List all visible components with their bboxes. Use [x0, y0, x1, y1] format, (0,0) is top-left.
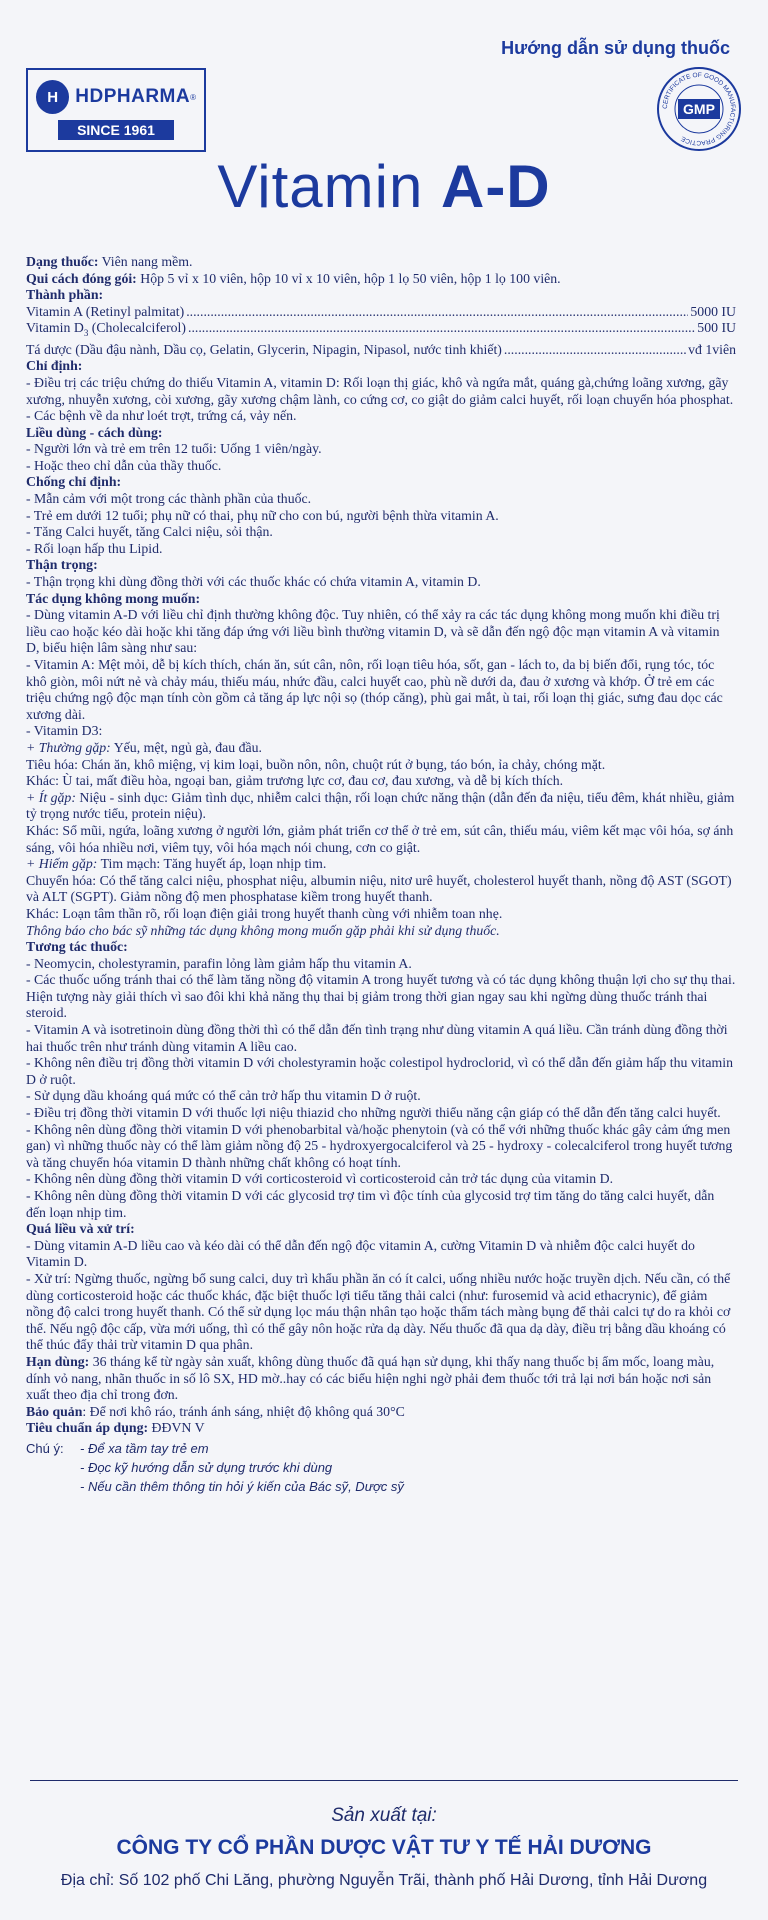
gmp-seal-icon	[656, 66, 742, 152]
logo-since: SINCE 1961	[58, 120, 174, 140]
interaction-line: - Không nên dùng đồng thời vitamin D với các glycosid trợ tim vì độc tính của glycosid trợ tim tăng do tăng calci huyết, dẫn đến loạn nhịp tim.	[26, 1188, 715, 1220]
adverse-line: Tiêu hóa: Chán ăn, khô miệng, vị kim loại, buồn nôn, nôn, chuột rút ở bụng, táo bón, ỉa chảy, chóng mặt.	[26, 756, 606, 772]
overdose-heading: Quá liều và xử trí:	[26, 1221, 135, 1237]
adverse-notice: Thông báo cho bác sỹ những tác dụng không mong muốn gặp phải khi sử dụng thuốc.	[26, 922, 500, 938]
dosage-line: - Người lớn và trẻ em trên 12 tuổi: Uống 1 viên/ngày.	[26, 441, 322, 457]
notes-label: Chú ý:	[26, 1440, 64, 1456]
footer-divider	[30, 1780, 738, 1781]
note-item: - Để xa tầm tay trẻ em	[80, 1440, 209, 1456]
adverse-line: - Vitamin A: Mệt mỏi, dễ bị kích thích, chán ăn, sút cân, nôn, rối loạn tiêu hóa, sốt, gan - lách to, da bị biến đổi, rụng tóc, tóc khô giòn, môi nứt nẻ và chảy máu, thiếu máu, nhức đầu, calci huyết cao, phù nề dưới da, đau ở xương và khớp. Ở trẻ em các triệu chứng ngộ độc mạn tính còn gồm cả tăng áp lực nội sọ (thóp căng), phù gai mắt, ù tai, rối loạn thị giác, sưng đau dọc các xương dài.	[26, 657, 723, 722]
shelf-life: Hạn dùng: 36 tháng kể từ ngày sản xuất, không dùng thuốc đã quá hạn sử dụng, khi thấy nang thuốc bị ẩm mốc, loang màu, dính vỏ nang, nhãn thuốc in số lô SX, HD mờ..hay có các biểu hiện nghi ngờ phải đem thuốc tới trả lại nơi bán hoặc nơi sản xuất theo địa chỉ trong đơn.	[26, 1353, 715, 1403]
interaction-line: - Vitamin A và isotretinoin dùng đồng thời thì có thể dẫn đến tình trạng như dùng vitamin A quá liều. Cần tránh dùng đồng thời hai thuốc trên như tránh dùng vitamin A liều cao.	[26, 1022, 728, 1054]
gmp-label: GMP	[683, 101, 715, 117]
interaction-line: - Neomycin, cholestyramin, parafin lỏng làm giảm hấp thu vitamin A.	[26, 955, 412, 971]
dosage-form: Dạng thuốc: Viên nang mềm.	[26, 254, 193, 269]
note-item: - Nếu cần thêm thông tin hỏi ý kiến của Bác sỹ, Dược sỹ	[80, 1478, 404, 1494]
interaction-line: - Không nên dùng đồng thời vitamin D với corticosteroid vì corticosteroid cản trở tác dụng của vitamin D.	[26, 1171, 614, 1187]
adverse-line: Khác: Loạn tâm thần rõ, rối loạn điện giải trong huyết thanh cùng với nhiễm toan nhẹ.	[26, 905, 503, 921]
adverse-common: + Thường gặp: Yếu, mệt, ngủ gà, đau đầu.	[26, 739, 262, 755]
adverse-uncommon: + Ít gặp: Niệu - sinh dục: Giảm tình dục, nhiễm calci thận, rối loạn chức năng thận (dẫn đến đa niệu, tiểu đêm, khát nhiều, giảm tỷ trọng nước tiểu, protein niệu).	[26, 789, 735, 822]
indication-line: - Điều trị các triệu chứng do thiếu Vitamin A, vitamin D: Rối loạn thị giác, khô và ngứa mắt, quáng gà,chứng loãng xương, gãy xương, nhuyễn xương, còi xương, gãy xương chậm lành, co cứng cơ, co giật do giảm calci huyết, rối loạn chuyển hóa phosphat.	[26, 374, 734, 407]
interactions-heading: Tương tác thuốc:	[26, 939, 128, 955]
gmp-ring-text: CERTIFICATE OF GOOD MANUFACTURING PRACTICE	[661, 71, 737, 147]
adverse-line: Khác: Sổ mũi, ngứa, loãng xương ở người lớn, giảm phát triển cơ thể ở trẻ em, sút cân, thiếu máu, viêm kết mạc vôi hóa, sợ ánh sáng, vôi hóa nhiều nơi, viêm tụy, vôi hóa mạch nói chung, cơn co giật.	[26, 822, 734, 855]
interaction-line: - Sử dụng dầu khoáng quá mức có thể cản trở hấp thu vitamin D ở ruột.	[26, 1088, 421, 1104]
registered-mark: ®	[190, 92, 196, 102]
storage: Bảo quản: Để nơi khô ráo, tránh ánh sáng, nhiệt độ không quá 30°C	[26, 1403, 405, 1419]
interaction-line: - Không nên điều trị đồng thời vitamin D với cholestyramin hoặc colestipol hydroclorid, vì có thể dẫn đến giảm hấp thu vitamin D ở ruột.	[26, 1055, 733, 1087]
adverse-line: - Vitamin D3:	[26, 723, 103, 739]
adverse-rare: + Hiếm gặp: Tim mạch: Tăng huyết áp, loạn nhịp tim.	[26, 856, 327, 872]
company-name: CÔNG TY CỔ PHẦN DƯỢC VẬT TƯ Y TẾ HẢI DƯƠNG	[116, 1836, 652, 1859]
standard: Tiêu chuẩn áp dụng: ĐĐVN V	[26, 1420, 205, 1436]
contraindication-line: - Trẻ em dưới 12 tuổi; phụ nữ có thai, phụ nữ cho con bú, người bệnh thừa vitamin A.	[26, 507, 499, 523]
ingredient-row: Vitamin A (Retinyl palmitat) ..... 5000 IU	[26, 304, 736, 321]
ingredient-row: Tá dược (Dầu đậu nành, Dầu cọ, Gelatin, Glycerin, Nipagin, Nipasol, nước tinh khiết) ..... vđ 1viên	[26, 342, 736, 359]
ingredient-row: Vitamin $D_3$ (Cholecalciferol) ..... 500 IU	[26, 320, 736, 341]
product-title	[0, 152, 768, 221]
adverse-heading: Tác dụng không mong muốn:	[26, 590, 201, 606]
header-tag: Hướng dẫn sử dụng thuốc	[501, 38, 730, 58]
adverse-line: - Dùng vitamin A-D với liều chỉ định thường không độc. Tuy nhiên, có thể xảy ra các tác dụng không mong muốn khi điều trị liều cao hoặc kéo dài hoặc khi tăng đáp ứng với liều bình thường vitamin D, và sẽ dẫn đến ngộ độc mạn vitamin A và vitamin D, biểu hiện lâm sàng như sau:	[26, 607, 720, 656]
packaging: Qui cách đóng gói: Hộp 5 vỉ x 10 viên, hộp 10 vỉ x 10 viên, hộp 1 lọ 50 viên, hộp 1 lọ 100 viên.	[26, 270, 561, 286]
made-at: Sản xuất tại:	[331, 1805, 437, 1826]
contraindication-line: - Rối loạn hấp thu Lipid.	[26, 540, 163, 556]
composition-heading: Thành phần:	[26, 287, 104, 303]
adverse-line: Khác: Ù tai, mất điều hòa, ngoại ban, giảm trương lực cơ, đau cơ, đau xương, và dễ bị kích thích.	[26, 773, 564, 789]
contraindications-heading: Chống chỉ định:	[26, 474, 122, 490]
overdose-line: - Xử trí: Ngừng thuốc, ngừng bổ sung calci, duy trì khẩu phần ăn có ít calci, uống nhiều nước hoặc truyền dịch. Nếu cần, có thể dùng corticosteroid hoặc các thuốc khác, đặc biệt thuốc lợi tiểu tăng thải calci (như: furosemid và acid ethacrynic), để giảm nồng độ calci trong huyết thanh. Có thể sử dụng lọc máu thận nhân tạo hoặc thẩm tách màng bụng để thải calci tự do ra khỏi cơ thể. Nếu ngộ độc cấp, vừa mới uống, thì có thể gây nôn hoặc rửa dạ dày. Nếu thuốc đã qua dạ dày, điều trị bằng dầu khoáng có thể thúc đẩy thải trừ vitamin D qua phân.	[26, 1270, 731, 1353]
contraindication-line: - Mẫn cảm với một trong các thành phần của thuốc.	[26, 491, 312, 507]
notes	[26, 1439, 736, 1496]
overdose-line: - Dùng vitamin A-D liều cao và kéo dài có thể dẫn đến ngộ độc vitamin A, cường Vitamin D và nhiễm độc calci huyết do Vitamin D.	[26, 1237, 695, 1270]
interaction-line: - Các thuốc uống tránh thai có thể làm tăng nồng độ vitamin A trong huyết tương và có tác dụng không thuận lợi cho sự thụ thai. Hiện tượng này giải thích vì sao đôi khi khả năng thụ thai bị giảm trong thời gian ngay sau khi ngừng dùng thuốc tránh thai steroid.	[26, 972, 736, 1021]
logo-name: HDPHARMA	[75, 86, 191, 107]
contraindication-line: - Tăng Calci huyết, tăng Calci niệu, sỏi thận.	[26, 524, 273, 540]
dosage-line: - Hoặc theo chỉ dẫn của thầy thuốc.	[26, 457, 222, 473]
logo-mark-icon: H	[36, 80, 69, 114]
precautions-heading: Thận trọng:	[26, 557, 98, 573]
company-logo	[26, 68, 206, 152]
interaction-line: - Không nên dùng đồng thời vitamin D với phenobarbital và/hoặc phenytoin (và có thể với những thuốc khác gây cảm ứng men gan) vì những thuốc này có thể làm giảm nồng độ 25 - hydroxyergocalciferol và 25 - hydroxy - colecalciferol trong huyết tương và tăng chuyển hóa vitamin D thành những chất không có hoạt tính.	[26, 1121, 733, 1170]
company-address: Địa chỉ: Số 102 phố Chi Lăng, phường Nguyễn Trãi, thành phố Hải Dương, tỉnh Hải Dương	[60, 1872, 708, 1889]
adverse-line: Chuyển hóa: Có thể tăng calci niệu, phosphat niệu, albumin niệu, nitơ urê huyết, cholesterol huyết thanh, nồng độ AST (SGOT) và ALT (SGPT). Giảm nồng độ men phosphatase kiềm trong huyết thanh.	[26, 872, 732, 905]
title-main: Vitamin	[217, 153, 441, 220]
title-suffix: A-D	[441, 153, 551, 220]
note-item: - Đọc kỹ hướng dẫn sử dụng trước khi dùng	[80, 1459, 333, 1475]
leaflet-body	[26, 254, 736, 1496]
indications-heading: Chỉ định:	[26, 358, 83, 374]
interaction-line: - Điều trị đồng thời vitamin D với thuốc lợi niệu thiazid cho những người thiểu năng cận giáp có thể dẫn đến tăng calci huyết.	[26, 1105, 721, 1121]
indication-line: - Các bệnh về da như loét trợt, trứng cá, vảy nến.	[26, 408, 297, 424]
dosage-heading: Liều dùng - cách dùng:	[26, 424, 163, 440]
precaution-line: - Thận trọng khi dùng đồng thời với các thuốc khác có chứa vitamin A, vitamin D.	[26, 574, 481, 590]
